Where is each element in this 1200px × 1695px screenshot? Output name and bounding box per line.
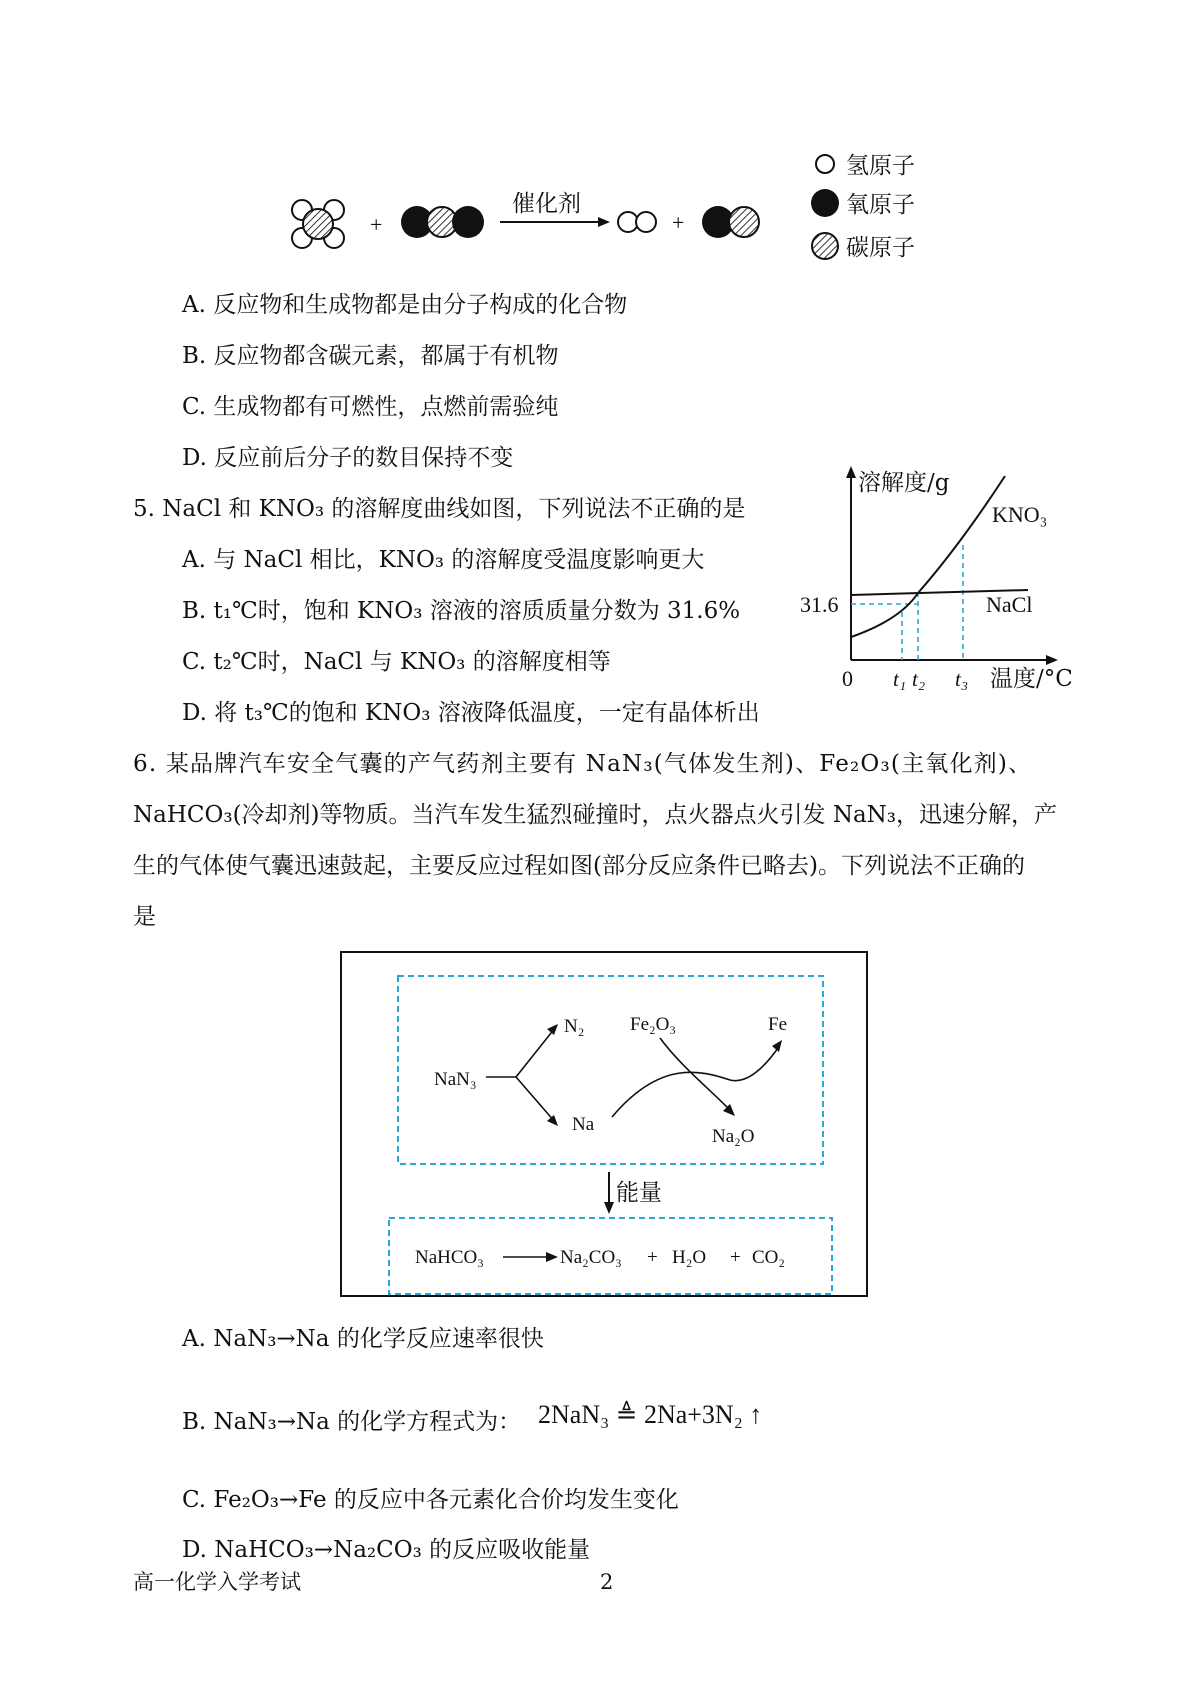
airbag-reaction-diagram	[330, 945, 870, 1305]
q6-option-b: B. NaN₃→Na 的化学方程式为：	[182, 1409, 522, 1435]
legend-oxygen: 氧原子	[846, 192, 915, 218]
q6-stem-line1: 6. 某品牌汽车安全气囊的产气药剂主要有 NaN₃(气体发生剂)、Fe₂O₃(主氧化剂)、	[133, 751, 1033, 777]
q6-option-a: A. NaN₃→Na 的化学反应速率很快	[182, 1326, 544, 1352]
q4-option-c: C. 生成物都有可燃性，点燃前需验纯	[182, 394, 559, 420]
solubility-chart	[780, 460, 1100, 700]
nacl-label: NaCl	[986, 592, 1033, 617]
catalyst-label: 催化剂	[512, 191, 581, 217]
q6-stem-line3: 生的气体使气囊迅速鼓起，主要反应过程如图(部分反应条件已略去)。下列说法不正确的	[133, 853, 1025, 879]
plus-sign-1: +	[370, 212, 383, 237]
na2o-label: Na₂O	[712, 1126, 755, 1147]
legend-hydrogen: 氢原子	[846, 153, 915, 179]
q4-option-a: A. 反应物和生成物都是由分子构成的化合物	[182, 292, 628, 318]
kno3-label: KNO₃	[992, 502, 1048, 527]
q6-option-d: D. NaHCO₃→Na₂CO₃ 的反应吸收能量	[182, 1537, 591, 1563]
y-tick-31-6: 31.6	[800, 592, 839, 617]
q4-option-b: B. 反应物都含碳元素，都属于有机物	[182, 343, 559, 369]
carbon-dioxide-molecule	[401, 206, 484, 238]
q4-option-d: D. 反应前后分子的数目保持不变	[182, 445, 514, 471]
plus-sign-2: +	[672, 210, 685, 235]
origin-label: 0	[842, 666, 853, 691]
co2-label: CO₂	[752, 1247, 786, 1268]
na-label: Na	[572, 1114, 595, 1135]
q5-option-c: C. t₂℃时，NaCl 与 KNO₃ 的溶解度相等	[182, 649, 611, 675]
footer-page-number: 2	[600, 1570, 614, 1594]
q5-option-b: B. t₁℃时，饱和 KNO₃ 溶液的溶质质量分数为 31.6%	[182, 598, 741, 624]
q6-stem-line4: 是	[133, 904, 156, 930]
legend-carbon: 碳原子	[846, 235, 915, 261]
q6-stem-line2: NaHCO₃(冷却剂)等物质。当汽车发生猛烈碰撞时，点火器点火引发 NaN₃，迅速分解，产	[133, 802, 1058, 828]
q6-option-c: C. Fe₂O₃→Fe 的反应中各元素化合价均发生变化	[182, 1487, 679, 1513]
x-axis-label: 温度/°C	[990, 666, 1073, 692]
nan3-label: NaN₃	[434, 1069, 477, 1090]
x-tick-t1: t₁	[893, 667, 907, 691]
q6-option-b-equation: 2NaN₃ ≜ 2Na+3N₂ ↑	[538, 1400, 763, 1429]
plus-h2o: +	[647, 1247, 658, 1268]
fe2o3-label: Fe₂O₃	[630, 1014, 676, 1035]
n2-label: N₂	[564, 1016, 585, 1037]
diagram-frame	[341, 952, 867, 1296]
energy-label: 能量	[616, 1180, 662, 1206]
carbon-monoxide-molecule	[702, 206, 759, 238]
methane-molecule	[292, 200, 344, 248]
q5-option-d: D. 将 t₃℃的饱和 KNO₃ 溶液降低温度，一定有晶体析出	[182, 700, 760, 726]
oxygen-atom-icon	[811, 189, 839, 217]
q5-stem: 5. NaCl 和 KNO₃ 的溶解度曲线如图，下列说法不正确的是	[133, 496, 746, 522]
q5-option-a: A. 与 NaCl 相比，KNO₃ 的溶解度受温度影响更大	[182, 547, 705, 573]
na2co3-label: Na₂CO₃	[560, 1247, 622, 1268]
plus-co2: +	[730, 1247, 741, 1268]
fe-label: Fe	[768, 1014, 787, 1035]
nahco3-label: NaHCO₃	[415, 1247, 484, 1268]
carbon-atom-icon	[812, 233, 838, 259]
atom-legend	[811, 153, 915, 261]
reaction-scheme	[0, 130, 1200, 270]
kno3-curve	[851, 476, 1005, 637]
hydrogen-atom-icon	[816, 155, 834, 173]
h2o-label: H₂O	[672, 1247, 707, 1268]
x-tick-t2: t₂	[912, 667, 926, 691]
x-tick-t3: t₃	[955, 667, 969, 691]
hydrogen-molecule	[618, 212, 656, 232]
footer-subject: 高一化学入学考试	[133, 1570, 301, 1594]
y-axis-label: 溶解度/g	[858, 470, 950, 496]
